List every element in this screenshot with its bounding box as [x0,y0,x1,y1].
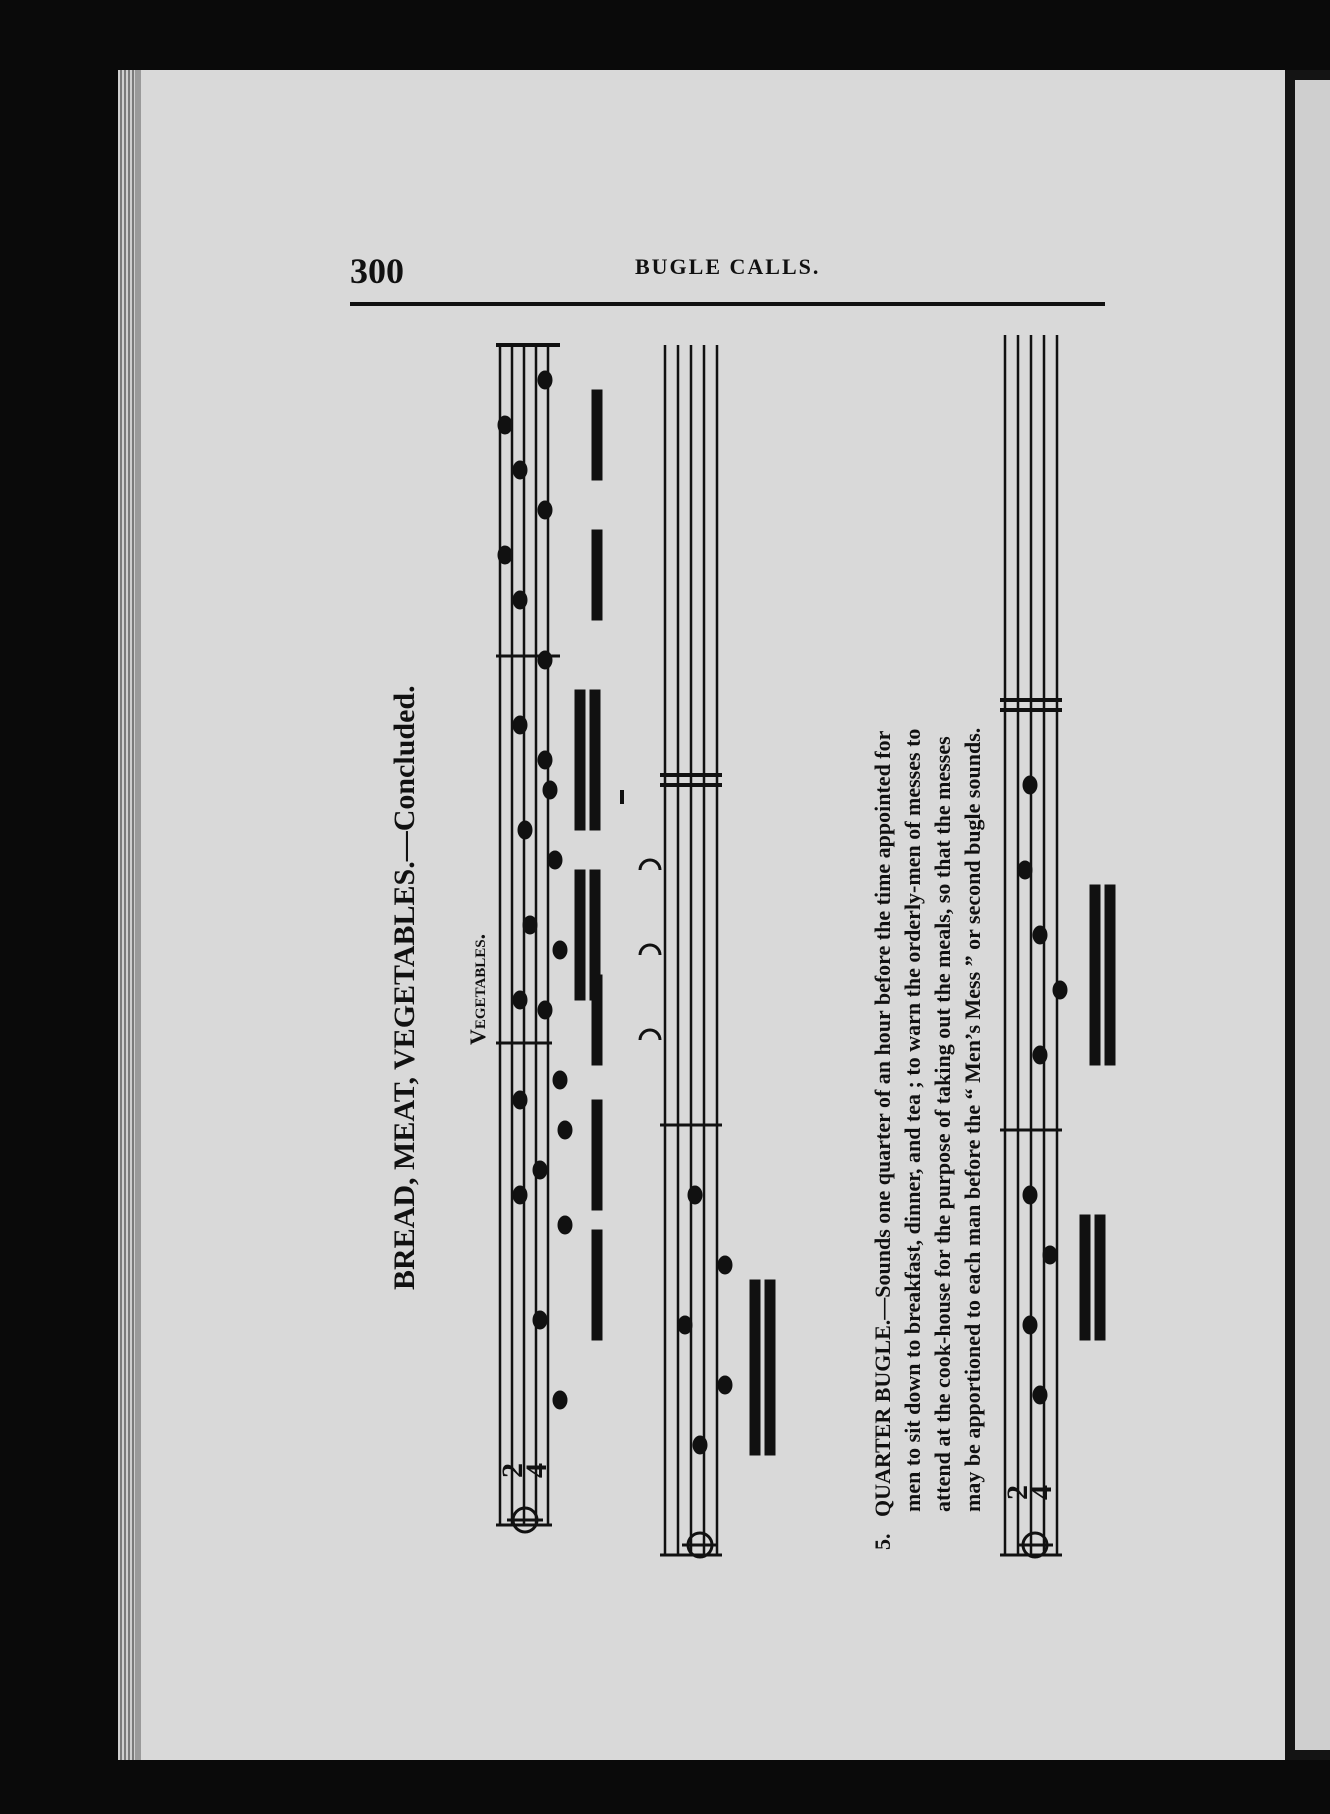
staff-3 [1000,335,1115,1555]
notes-staff-3 [1018,776,1067,1404]
paragraph-line-2: men to sit down to breakfast, dinner, and tea ; to warn the orderly-men of messes to [900,728,925,1512]
section-subtitle: Vegetables. [465,933,490,1045]
paragraph-line-1: 5. QUARTER BUGLE.—Sounds one quarter of an hour before the time appointed for [870,730,895,1550]
clef-icon [507,1508,1053,1557]
staff-2 [640,345,775,1555]
time-signature-bottom-2: 4 [1025,1485,1058,1500]
time-signature-top-2: 2 [1001,1485,1034,1500]
beams-staff-3 [1080,885,1115,1340]
beams-staff-2 [750,1280,775,1455]
fermatas [640,860,660,1040]
time-signature-top: 2 [496,1463,529,1478]
print-mark [620,790,624,804]
call-number: 5. [870,1533,895,1550]
time-signature-bottom: 4 [520,1463,553,1478]
page-number: 300 [350,251,404,291]
paragraph-line-4: may be apportioned to each man before the “ Men’s Mess ” or second bugle sounds. [960,727,985,1512]
section-title: BREAD, MEAT, VEGETABLES.—Concluded. [388,685,421,1290]
paragraph-line-3: attend at the cook-house for the purpose of taking out the meals, so that the messes [930,736,955,1512]
staff-1 [496,345,602,1525]
beams-staff-1 [575,390,602,1340]
time-signature [496,1463,1058,1500]
running-head: BUGLE CALLS. [635,254,821,279]
